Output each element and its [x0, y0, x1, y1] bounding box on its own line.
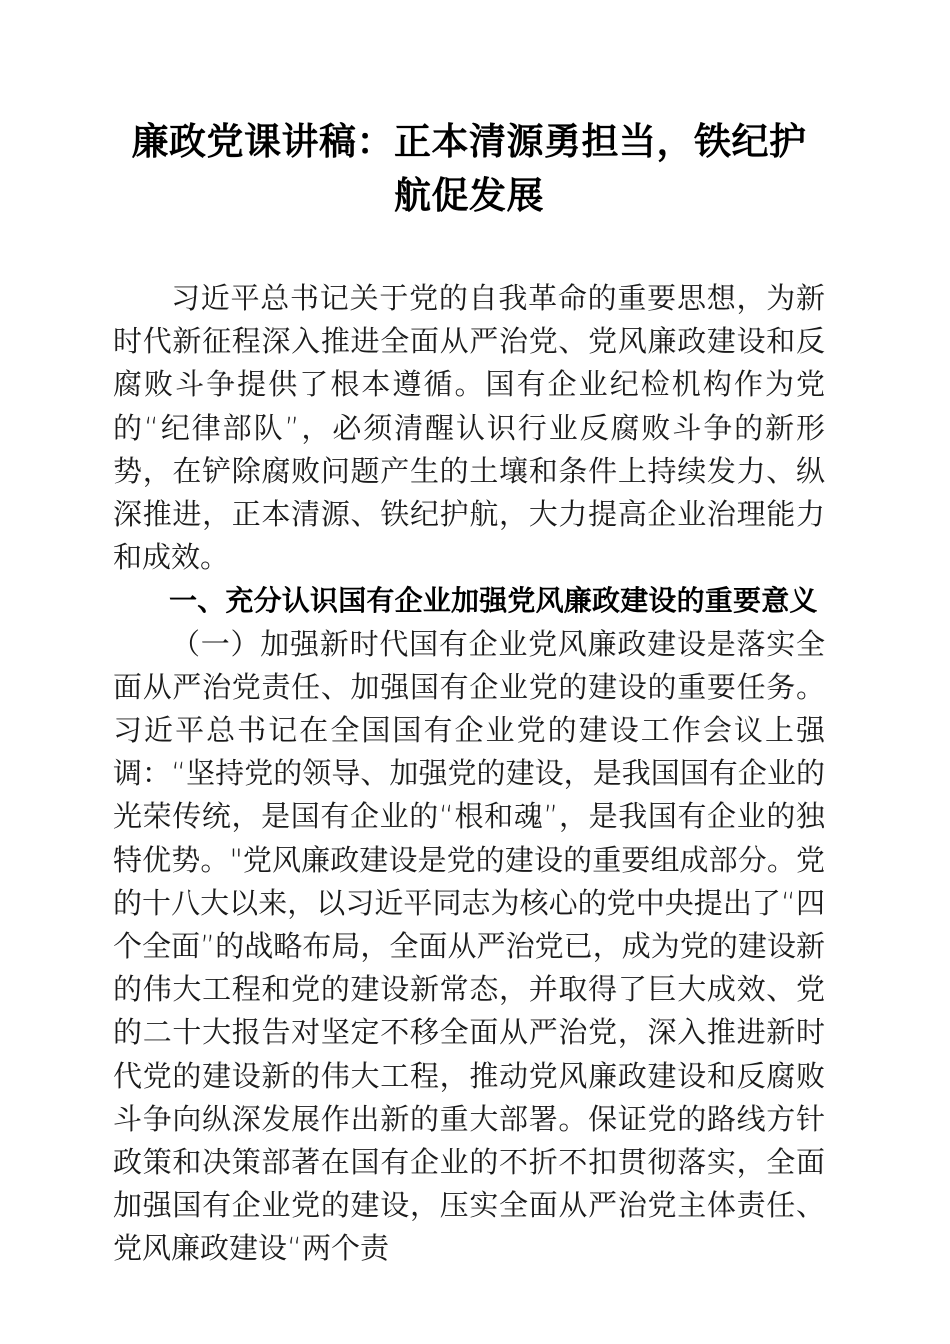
section-heading-one: 一、充分认识国有企业加强党风廉政建设的重要意义 — [169, 585, 818, 617]
paragraph-intro: 习近平总书记关于党的自我革命的重要思想，为新时代新征程深入推进全面从严治党、党风廉政建设和反腐败斗争提供了根本遵循。国有企业纪检机构作为党的“纪律部队”，必须清醒认识行业反腐败斗争的新形势，在铲除腐败问题产生的土壤和条件上持续发力、纵深推进，正本清源、铁纪护航，大力提高企业治理能力和成效。 — [113, 281, 825, 575]
paragraph-subsection-one-a: （一）加强新时代国有企业党风廉政建设是落实全面从严治党责任、加强国有企业党的建设的重要任务。习近平总书记在全国国有企业党的建设工作会议上强调：“坚持党的领导、加强党的建设，是我国国有企业的光荣传统，是国有企业的“根和魂”，是我国有企业的独特优势。"党风廉政建设是党的建设的重要组成部分。党的十八大以来，以习近平同志为核心的党中央提出了“四个全面”的战略布局，全面从严治党已，成为党的建设新的伟大工程和党的建设新常态，并取得了巨大成效、党的二十大报告对坚定不移全面从严治党，深入推进新时代党的建设新的伟大工程，推动党风廉政建设和反腐败斗争向纵深发展作出新的重大部署。保证党的路线方针政策和决策部著在国有企业的不折不扣贯彻落实，全面加强国有企业党的建设，压实全面从严治党主体责任、党风廉政建设“两个责 — [113, 626, 825, 1266]
page-title: 廉政党课讲稿：正本清源勇担当，铁纪护航促发展 — [131, 122, 807, 217]
document-content-column — [113, 0, 825, 1271]
